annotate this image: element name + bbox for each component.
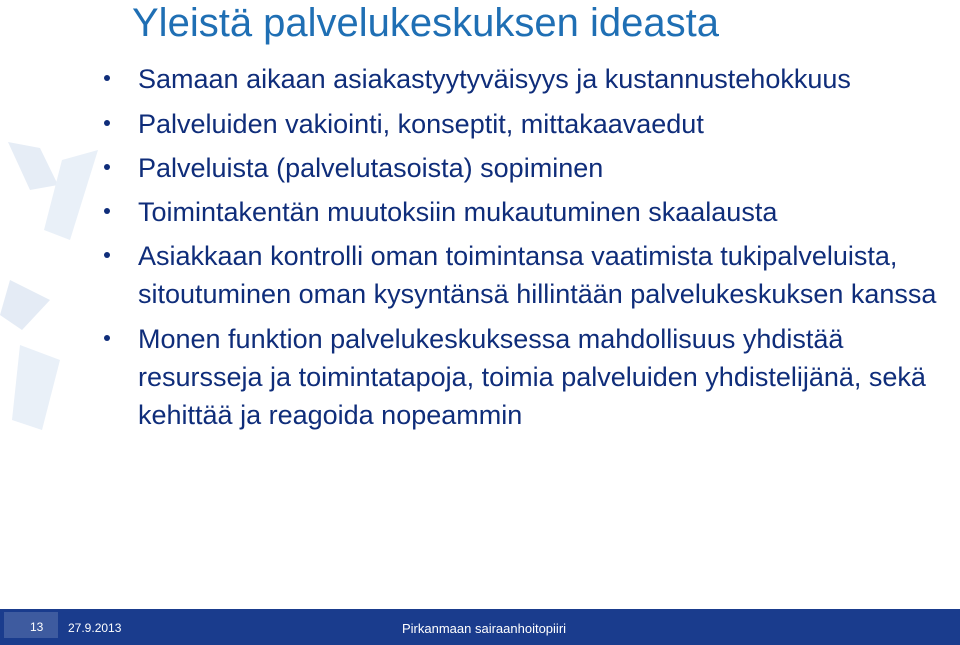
bullet-dot-icon xyxy=(104,120,110,126)
bullet-dot-icon xyxy=(104,252,110,258)
bullet-dot-icon xyxy=(104,335,110,341)
bullet-item xyxy=(104,193,944,231)
bullet-item xyxy=(104,60,944,98)
bullet-text: Palveluista (palvelutasoista) sopiminen xyxy=(138,153,604,183)
footer-date: 27.9.2013 xyxy=(68,621,122,635)
page-number: 13 xyxy=(30,620,44,634)
bullet-dot-icon xyxy=(104,208,110,214)
bullet-item xyxy=(104,320,944,434)
bullet-dot-icon xyxy=(104,164,110,170)
bullet-text: Asiakkaan kontrolli oman toimintansa vaatimista tukipalveluista, sitoutuminen oman kysyntänsä hillintään palvelukeskuksen kanssa xyxy=(138,241,937,309)
slide-title: Yleistä palvelukeskuksen ideasta xyxy=(132,1,720,45)
footer-organization: Pirkanmaan sairaanhoitopiiri xyxy=(402,621,567,636)
bullet-item xyxy=(104,105,944,143)
bullet-text: Toimintakentän muutoksiin mukautuminen skaalausta xyxy=(138,197,778,227)
bullet-list xyxy=(104,60,944,441)
bullet-text: Monen funktion palvelukeskuksessa mahdollisuus yhdistää resursseja ja toimintatapoja, toimia palveluiden yhdistelijänä, sekä kehittää ja reagoida nopeammin xyxy=(138,324,926,430)
bullet-text: Samaan aikaan asiakastyytyväisyys ja kustannustehokkuus xyxy=(138,64,851,94)
bullet-item xyxy=(104,149,944,187)
bullet-text: Palveluiden vakiointi, konseptit, mittakaavaedut xyxy=(138,109,704,139)
logo-watermark-icon xyxy=(0,130,110,440)
bullet-item xyxy=(104,237,944,313)
bullet-dot-icon xyxy=(104,75,110,81)
